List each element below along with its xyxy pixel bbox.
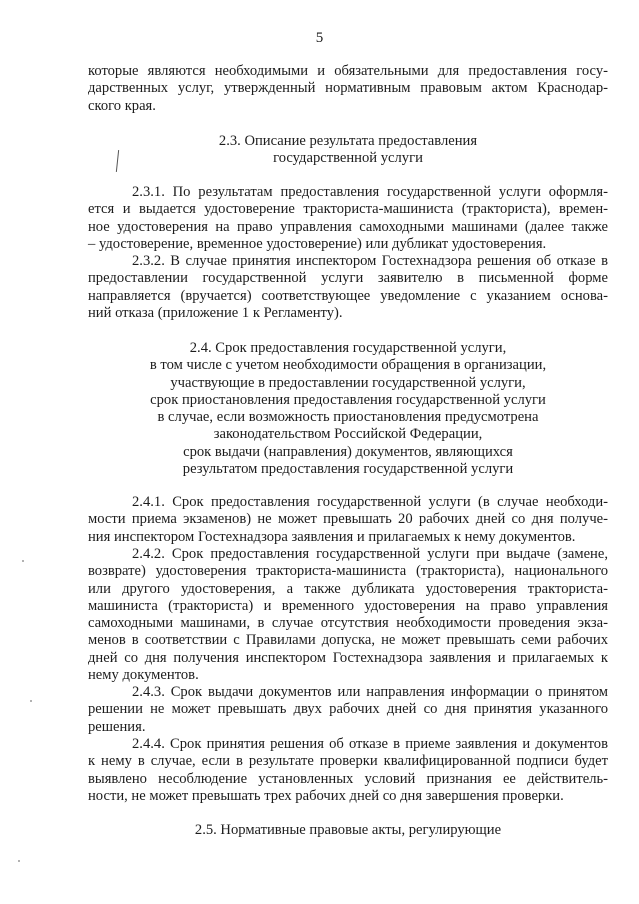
text-line: решении не может превышать двух рабочих дней со дня принятия указанного <box>88 701 608 718</box>
section-heading-2-5 <box>88 822 608 839</box>
heading-line: участвующие в предоставлении государственной услуги, <box>170 374 526 391</box>
text-line: – удостоверение, временное удостоверение) или дубликат удостоверения. <box>88 235 547 252</box>
text-line: нему документов. <box>88 667 199 684</box>
heading-line: государственной услуги <box>273 150 423 167</box>
paragraph-2-4-4 <box>88 736 608 805</box>
heading-line: результатом предоставления государственной услуги <box>182 461 514 478</box>
heading-line: в случае, если возможность приостановления предусмотрена <box>157 409 539 426</box>
text-line: предоставлении государственной услуги заявителю в письменной форме <box>88 270 608 287</box>
intro-paragraph <box>88 63 608 115</box>
text-line: ского края. <box>88 97 156 114</box>
heading-line: в том числе с учетом необходимости обращения в организации, <box>149 357 547 374</box>
text-line: 2.4.1. Срок предоставления государственной услуги (в случае необходи- <box>132 494 608 510</box>
text-line: 2.4.2. Срок предоставления государственной услуги при выдаче (замене, <box>132 546 608 562</box>
paragraph-2-3-1 <box>88 184 608 253</box>
heading-line: срок приостановления предоставления государственной услуги <box>150 391 546 408</box>
text-line: ния инспектором Гостехнадзора заявления и прилагаемых к нему документов. <box>88 528 576 545</box>
heading-line: срок выдачи (направления) документов, являющихся <box>183 443 513 460</box>
text-line: машиниста (тракториста) и временного удостоверения на право управления <box>88 597 608 614</box>
section-heading-2-3 <box>88 133 608 168</box>
text-line: 2.3.1. По результатам предоставления государственной услуги оформля- <box>132 184 608 200</box>
text-line: к нему в случае, если в результате проверки квалифицированной подписи будет <box>88 753 608 770</box>
page-number: 5 <box>315 30 324 46</box>
scan-speck <box>18 860 20 862</box>
text-line: решения. <box>88 718 146 735</box>
heading-line: 2.4. Срок предоставления государственной услуги, <box>189 340 507 356</box>
heading-line: 2.5. Нормативные правовые акты, регулирующие <box>194 822 502 838</box>
text-line: ний отказа (приложение 1 к Регламенту). <box>88 304 343 321</box>
heading-line: 2.3. Описание результата предоставления <box>218 133 478 149</box>
text-line: ное удостоверения на право управления самоходными машинами (далее также <box>88 218 608 235</box>
text-line: 2.3.2. В случае принятия инспектором Гостехнадзора решения об отказе в <box>132 253 608 269</box>
text-line: которые являются необходимыми и обязательными для предоставления госу- <box>88 63 608 79</box>
paragraph-2-4-3 <box>88 684 608 736</box>
text-line: дарственных услуг, утвержденный нормативным правовым актом Краснодар- <box>88 80 608 97</box>
paragraph-2-4-1 <box>88 494 608 546</box>
section-heading-2-4 <box>88 340 608 478</box>
scan-speck <box>30 700 32 702</box>
text-line: 2.4.3. Срок выдачи документов или направления информации о принятом <box>132 684 608 700</box>
paragraph-2-3-2 <box>88 253 608 322</box>
text-line: направляется (вручается) соответствующее уведомление с указанием основа- <box>88 287 608 304</box>
scan-speck <box>22 560 24 562</box>
text-line: мости приема экзаменов) не может превышать 20 рабочих дней со дня получе- <box>88 511 608 528</box>
text-line: 2.4.4. Срок принятия решения об отказе в приеме заявления и документов <box>132 736 608 752</box>
text-line: дней со дня получения инспектором Гостехнадзора заявления и прилагаемых к <box>88 649 608 666</box>
text-line: ется и выдается удостоверение тракториста-машиниста (тракториста), времен- <box>88 201 608 218</box>
text-line: возврате) удостоверения тракториста-машиниста (тракториста), национального <box>88 563 608 580</box>
text-line: самоходными машинами, в случае отсутствия необходимости проведения экза- <box>88 615 608 632</box>
text-line: ности, не может превышать трех рабочих дней со дня завершения проверки. <box>88 787 564 804</box>
text-line: менов в соответствии с Правилами допуска, не может превышать семи рабочих <box>88 632 608 649</box>
text-line: или другого удостоверения, а также дубликата удостоверения тракториста- <box>88 580 608 597</box>
text-line: выявлено несоблюдение установленных условий признания ее действитель- <box>88 770 608 787</box>
paragraph-2-4-2 <box>88 546 608 684</box>
heading-line: законодательством Российской Федерации, <box>213 426 483 443</box>
